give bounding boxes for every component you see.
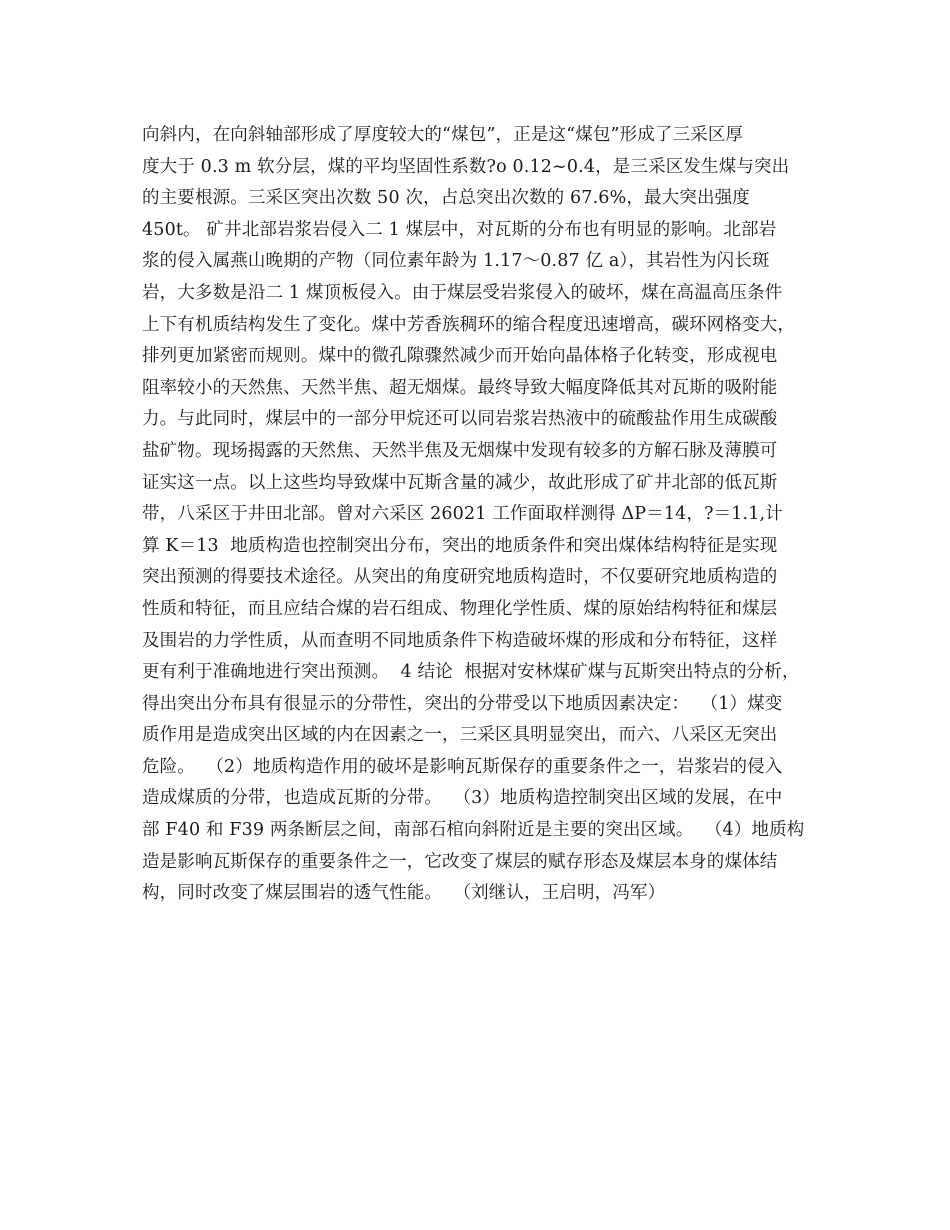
- body-text: [142, 120, 842, 910]
- text-line: 算 K＝13 地质构造也控制突出分布，突出的地质条件和突出煤体结构特征是实现: [142, 535, 778, 556]
- text-line: 排列更加紧密而规则。煤中的微孔隙骤然减少而开始向晶体格子化转变，形成视电: [142, 346, 778, 367]
- text-line: 450t。 矿井北部岩浆岩侵入二 1 煤层中，对瓦斯的分布也有明显的影响。北部岩: [142, 219, 777, 240]
- text-line: 构，同时改变了煤层围岩的透气性能。 （刘继认，王启明，冯军）: [142, 883, 666, 904]
- text-line: 造成煤质的分带，也造成瓦斯的分带。 （3）地质构造控制突出区域的发展，在中: [142, 788, 783, 809]
- text-line: 部 F40 和 F39 两条断层之间，南部石棺向斜附近是主要的突出区域。 （4）地质构: [142, 820, 805, 841]
- text-line: 岩，大多数是沿二 1 煤顶板侵入。由于煤层受岩浆侵入的破坏，煤在高温高压条件: [142, 282, 783, 303]
- text-line: 得出突出分布具有很显示的分带性，突出的分带受以下地质因素决定： （1）煤变: [142, 693, 783, 714]
- text-line: 造是影响瓦斯保存的重要条件之一，它改变了煤层的赋存形态及煤层本身的煤体结: [142, 851, 778, 872]
- text-line: 证实这一点。以上这些均导致煤中瓦斯含量的减少，故此形成了矿井北部的低瓦斯: [142, 472, 778, 493]
- text-line: 性质和特征，而且应结合煤的岩石组成、物理化学性质、煤的原始结构特征和煤层: [142, 598, 778, 619]
- text-line: 的主要根源。三采区突出次数 50 次，占总突出次数的 67.6%，最大突出强度: [142, 188, 750, 209]
- text-line: 力。与此同时，煤层中的一部分甲烷还可以同岩浆岩热液中的硫酸盐作用生成碳酸: [142, 409, 778, 430]
- text-line: 浆的侵入属燕山晚期的产物（同位素年龄为 1.17～0.87 亿 a），其岩性为闪长斑: [142, 251, 770, 272]
- text-line: 盐矿物。现场揭露的天然焦、天然半焦及无烟煤中发现有较多的方解石脉及薄膜可: [142, 440, 778, 461]
- text-line: 更有利于准确地进行突出预测。 4 结论 根据对安林煤矿煤与瓦斯突出特点的分析，: [142, 662, 800, 683]
- text-line: 及围岩的力学性质，从而查明不同地质条件下构造破坏煤的形成和分布特征，这样: [142, 630, 778, 651]
- text-line: 突出预测的得要技术途径。从突出的角度研究地质构造时，不仅要研究地质构造的: [142, 567, 778, 588]
- text-line: 向斜内，在向斜轴部形成了厚度较大的“煤包”，正是这“煤包”形成了三采区厚: [142, 125, 744, 145]
- text-line: 带，八采区于井田北部。曾对六采区 26021 工作面取样测得 ΔP＝14，?＝1.1,计: [142, 504, 783, 525]
- text-line: 危险。 （2）地质构造作用的破坏是影响瓦斯保存的重要条件之一，岩浆岩的侵入: [142, 756, 783, 777]
- text-line: 度大于 0.3 m 软分层，煤的平均坚固性系数?o 0.12~0.4，是三采区发生煤与突出: [142, 156, 790, 177]
- text-line: 上下有机质结构发生了变化。煤中芳香族稠环的缩合程度迅速增高，碳环网格变大，: [142, 314, 796, 335]
- text-line: 质作用是造成突出区域的内在因素之一，三采区具明显突出，而六、八采区无突出: [142, 725, 778, 746]
- text-line: 阻率较小的天然焦、天然半焦、超无烟煤。最终导致大幅度降低其对瓦斯的吸附能: [142, 377, 778, 398]
